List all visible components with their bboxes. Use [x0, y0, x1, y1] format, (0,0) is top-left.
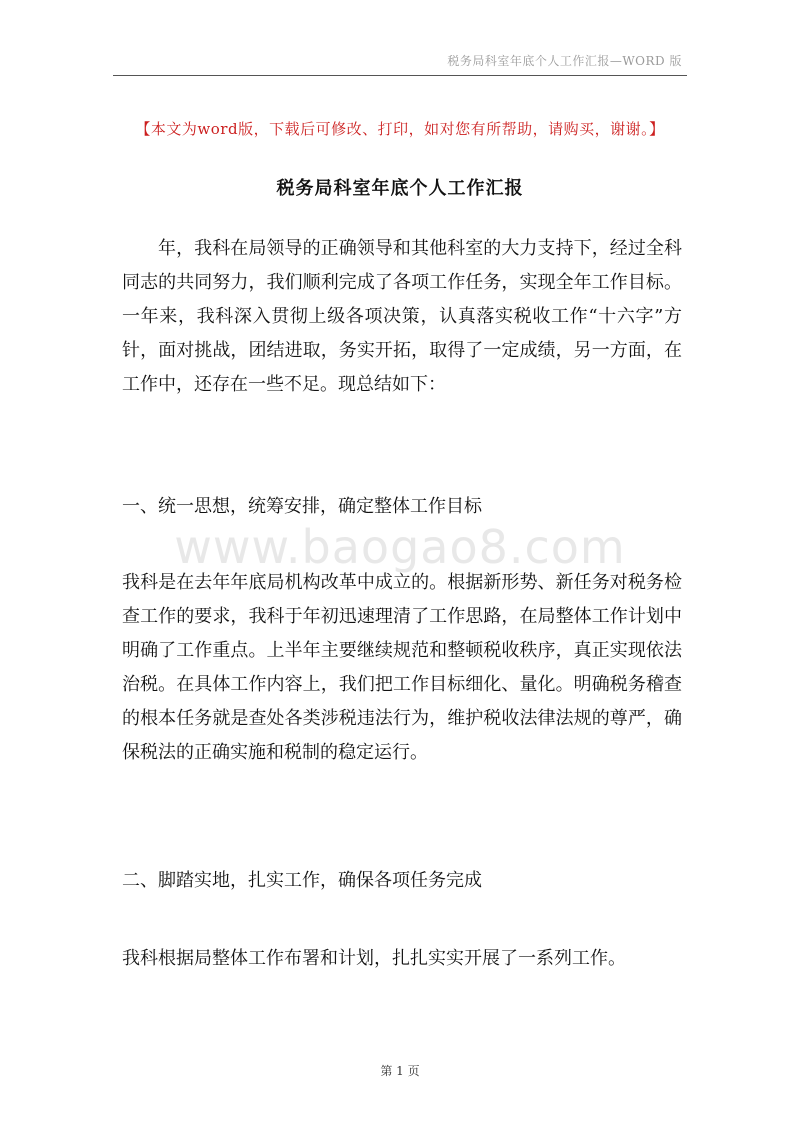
section-2-paragraph: 我科根据局整体工作布署和计划，扎扎实实开展了一系列工作。	[122, 948, 626, 969]
section-1-paragraph: 我科是在去年年底局机构改革中成立的。根据新形势、新任务对税务检查工作的要求，我科于年初迅速理清了工作思路，在局整体工作计划中明确了工作重点。上半年主要继续规范和整顿税收秩序，真正实现依法治税。在具体工作内容上，我们把工作目标细化、量化。明确税务稽查的根本任务就是查处各类涉税违法行为，维护税收法律法规的尊严，确保税法的正确实施和税制的稳定运行。	[122, 572, 682, 763]
running-header: 税务局科室年底个人工作汇报—WORD 版	[447, 54, 682, 68]
watermark-text: www.baogao8.com	[174, 520, 626, 574]
document-title: 税务局科室年底个人工作汇报	[276, 178, 524, 199]
page-number: 第 1 页	[380, 1064, 420, 1078]
purchase-notice: 【本文为word版，下载后可修改、打印，如对您有所帮助，请购买，谢谢。】	[135, 120, 665, 138]
section-2-heading: 二、脚踏实地，扎实工作，确保各项任务完成	[122, 870, 482, 891]
section-1-heading: 一、统一思想，统筹安排，确定整体工作目标	[122, 496, 482, 517]
intro-paragraph: 年，我科在局领导的正确领导和其他科室的大力支持下，经过全科同志的共同努力，我们顺利完成了各项工作任务，实现全年工作目标。一年来，我科深入贯彻上级各项决策，认真落实税收工作“十六字”方针，面对挑战，团结进取，务实开拓，取得了一定成绩，另一方面，在工作中，还存在一些不足。现总结如下：	[122, 238, 682, 395]
header-divider	[113, 75, 687, 76]
